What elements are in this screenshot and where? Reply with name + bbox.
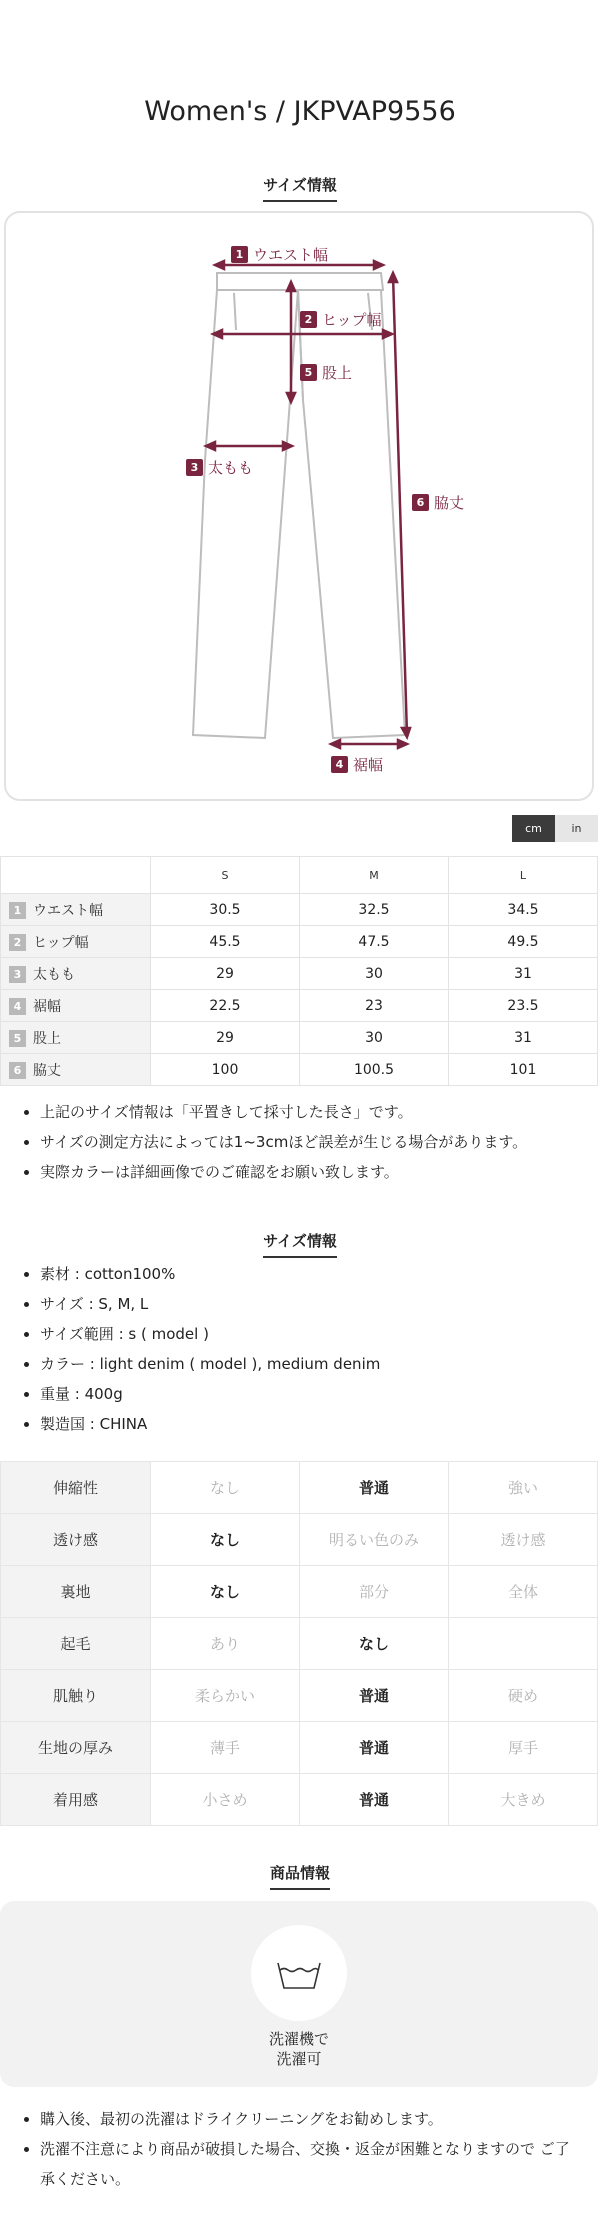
care-label-line1: 洗濯機で <box>268 2030 329 2048</box>
diagram-badge: 5 <box>300 364 317 381</box>
product-spec-heading-text: サイズ情報 <box>263 1230 337 1258</box>
fabric-option-cell: 大きめ <box>449 1774 598 1826</box>
list-item: • 購入後、最初の洗濯はドライクリーニングをお勧めします。 <box>40 2104 580 2134</box>
care-label <box>0 2029 598 2069</box>
size-cell: 49.5 <box>449 926 598 958</box>
diagram-label-waist <box>231 244 328 265</box>
diagram-label-text: ウエスト幅 <box>253 246 329 264</box>
outseam-measure-line <box>393 275 407 735</box>
list-item: • サイズ範囲 : s ( model ) <box>40 1319 380 1349</box>
size-cell: 100.5 <box>300 1054 449 1086</box>
unit-in-button[interactable]: in <box>555 815 598 842</box>
size-row-label <box>1 990 151 1022</box>
size-col-header: L <box>449 857 598 894</box>
row-num-badge: 5 <box>9 1030 26 1047</box>
fabric-option-cell: 薄手 <box>151 1722 300 1774</box>
care-label-line2: 洗濯可 <box>276 2050 322 2068</box>
fabric-option-cell: なし <box>300 1618 449 1670</box>
product-notes-list <box>14 2104 580 2194</box>
fabric-option-cell: 強い <box>449 1462 598 1514</box>
diagram-label-thigh <box>186 457 253 478</box>
fabric-option-cell <box>449 1618 598 1670</box>
diagram-label-text: 裾幅 <box>353 756 384 774</box>
size-cell: 22.5 <box>151 990 300 1022</box>
list-item: • 素材 : cotton100% <box>40 1259 380 1289</box>
size-cell: 30 <box>300 958 449 990</box>
list-item: • 洗濯不注意により商品が破損した場合、交換・返金が困難となりますので ご了承ください。 <box>40 2134 580 2194</box>
fabric-option-cell: 柔らかい <box>151 1670 300 1722</box>
list-item: • サイズ : S, M, L <box>40 1289 380 1319</box>
fabric-properties-table <box>0 1461 598 1826</box>
size-cell: 31 <box>449 1022 598 1054</box>
size-row-label <box>1 926 151 958</box>
fabric-option-cell: 普通 <box>300 1670 449 1722</box>
fabric-row-label: 生地の厚み <box>1 1722 151 1774</box>
unit-toggle <box>512 815 598 842</box>
size-cell: 34.5 <box>449 894 598 926</box>
size-notes-list <box>14 1097 527 1187</box>
unit-cm-button[interactable]: cm <box>512 815 555 842</box>
fabric-option-cell: 厚手 <box>449 1722 598 1774</box>
table-row <box>1 894 598 926</box>
fabric-option-cell: 全体 <box>449 1566 598 1618</box>
fabric-option-cell: 小さめ <box>151 1774 300 1826</box>
list-item: • サイズの測定方法によっては1~3cmほど誤差が生じる場合があります。 <box>40 1127 527 1157</box>
size-row-label <box>1 894 151 926</box>
table-row <box>1 1514 598 1566</box>
row-label-text: ヒップ幅 <box>33 934 89 951</box>
size-row-label <box>1 1054 151 1086</box>
size-col-header: S <box>151 857 300 894</box>
fabric-option-cell: なし <box>151 1566 300 1618</box>
table-row <box>1 1722 598 1774</box>
diagram-label-text: ヒップ幅 <box>322 311 382 329</box>
row-num-badge: 2 <box>9 934 26 951</box>
list-item: • 実際カラーは詳細画像でのご確認をお願い致します。 <box>40 1157 527 1187</box>
row-label-text: 股上 <box>33 1030 61 1047</box>
row-num-badge: 6 <box>9 1062 26 1079</box>
row-label-text: 太もも <box>33 966 75 983</box>
size-col-header: M <box>300 857 449 894</box>
row-num-badge: 1 <box>9 902 26 919</box>
diagram-badge: 3 <box>186 459 203 476</box>
table-row <box>1 990 598 1022</box>
size-cell: 30.5 <box>151 894 300 926</box>
fabric-row-label: 裏地 <box>1 1566 151 1618</box>
size-table-corner <box>1 857 151 894</box>
row-label-text: ウエスト幅 <box>33 902 103 919</box>
product-spec-list <box>14 1259 380 1439</box>
row-num-badge: 3 <box>9 966 26 983</box>
measurement-lines <box>206 261 410 748</box>
size-cell: 47.5 <box>300 926 449 958</box>
washing-machine-icon <box>251 1925 347 2021</box>
size-cell: 29 <box>151 958 300 990</box>
size-info-heading-text: サイズ情報 <box>263 174 337 202</box>
fabric-option-cell: 普通 <box>300 1462 449 1514</box>
table-row <box>1 1774 598 1826</box>
fabric-option-cell: 普通 <box>300 1774 449 1826</box>
fabric-option-cell: 部分 <box>300 1566 449 1618</box>
diagram-badge: 6 <box>412 494 429 511</box>
size-cell: 32.5 <box>300 894 449 926</box>
page-title: Women's / JKPVAP9556 <box>144 96 456 127</box>
fabric-option-cell: なし <box>151 1462 300 1514</box>
size-table-header <box>1 857 598 894</box>
table-row <box>1 1462 598 1514</box>
diagram-label-hem <box>331 754 383 775</box>
table-row <box>1 1022 598 1054</box>
diagram-badge: 2 <box>300 311 317 328</box>
size-cell: 30 <box>300 1022 449 1054</box>
fabric-option-cell: あり <box>151 1618 300 1670</box>
diagram-label-hip <box>300 309 382 330</box>
fabric-option-cell: 明るい色のみ <box>300 1514 449 1566</box>
fabric-row-label: 透け感 <box>1 1514 151 1566</box>
row-label-text: 脇丈 <box>33 1062 61 1079</box>
table-row <box>1 1566 598 1618</box>
size-row-label <box>1 1022 151 1054</box>
diagram-label-text: 太もも <box>208 459 254 477</box>
product-info-heading-text: 商品情報 <box>270 1862 330 1890</box>
fabric-option-cell: なし <box>151 1514 300 1566</box>
size-cell: 100 <box>151 1054 300 1086</box>
table-row <box>1 1618 598 1670</box>
product-spec-heading <box>0 1230 600 1258</box>
table-row <box>1 926 598 958</box>
diagram-label-text: 股上 <box>322 364 353 382</box>
size-cell: 23.5 <box>449 990 598 1022</box>
table-row <box>1 958 598 990</box>
size-table <box>0 856 598 1086</box>
size-cell: 45.5 <box>151 926 300 958</box>
diagram-badge: 4 <box>331 756 348 773</box>
size-row-label <box>1 958 151 990</box>
care-icon-circle <box>251 1925 347 2021</box>
size-cell: 23 <box>300 990 449 1022</box>
diagram-label-outseam <box>412 492 464 513</box>
fabric-option-cell: 透け感 <box>449 1514 598 1566</box>
pants-diagram-svg <box>0 0 600 820</box>
fabric-option-cell: 普通 <box>300 1722 449 1774</box>
table-row <box>1 1054 598 1086</box>
size-cell: 31 <box>449 958 598 990</box>
diagram-label-rise <box>300 362 352 383</box>
fabric-row-label: 着用感 <box>1 1774 151 1826</box>
row-num-badge: 4 <box>9 998 26 1015</box>
product-info-heading <box>0 1862 600 1890</box>
fabric-row-label: 伸縮性 <box>1 1462 151 1514</box>
diagram-label-text: 脇丈 <box>434 494 465 512</box>
list-item: • 製造国 : CHINA <box>40 1409 380 1439</box>
fabric-row-label: 肌触り <box>1 1670 151 1722</box>
size-cell: 29 <box>151 1022 300 1054</box>
diagram-badge: 1 <box>231 246 248 263</box>
pants-outline-icon <box>193 273 405 738</box>
list-item: • カラー : light denim ( model ), medium denim <box>40 1349 380 1379</box>
list-item: • 上記のサイズ情報は「平置きして採寸した長さ」です。 <box>40 1097 527 1127</box>
fabric-option-cell: 硬め <box>449 1670 598 1722</box>
table-row <box>1 1670 598 1722</box>
size-cell: 101 <box>449 1054 598 1086</box>
row-label-text: 裾幅 <box>33 998 61 1015</box>
fabric-row-label: 起毛 <box>1 1618 151 1670</box>
list-item: • 重量 : 400g <box>40 1379 380 1409</box>
